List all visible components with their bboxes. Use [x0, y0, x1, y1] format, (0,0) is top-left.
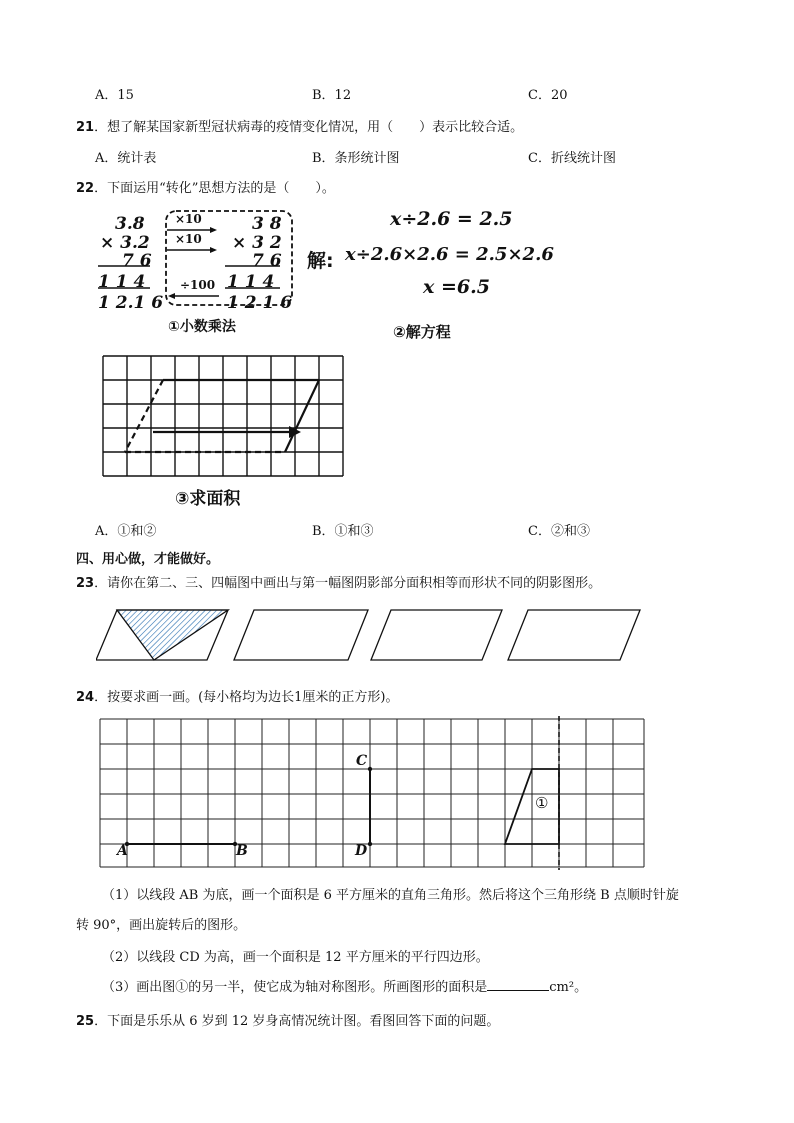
caption-decimal-multiplication: ①小数乘法 — [168, 319, 236, 335]
question-number: 22 — [76, 181, 95, 196]
label-d: D — [355, 843, 368, 859]
answer-blank[interactable] — [487, 978, 549, 991]
arrow-label-div100: ÷100 — [180, 278, 216, 292]
point-c — [368, 767, 372, 771]
decimal-right-row-2: × 3 2 — [232, 233, 282, 253]
q22-option-c[interactable]: C．②和③ — [528, 524, 590, 539]
equation-line-3: x =6.5 — [423, 276, 490, 298]
q24-item-3-unit: cm²。 — [549, 980, 588, 995]
shaded-triangle — [117, 610, 228, 660]
q22-option-a[interactable]: A．①和② — [95, 524, 157, 539]
caption-equation: ②解方程 — [393, 323, 451, 341]
question-22 — [76, 177, 335, 196]
question-21 — [76, 116, 523, 135]
question-text: ．按要求画一画。(每小格均为边长1厘米的正方形)。 — [94, 690, 399, 705]
question-text: ．下面是乐乐从 6 岁到 12 岁身高情况统计图。看图回答下面的问题。 — [94, 1014, 500, 1029]
parallelogram-3[interactable] — [371, 610, 502, 660]
q24-item-3 — [102, 976, 587, 995]
decimal-right-row-5: 1 2 1 6 — [227, 293, 293, 313]
q20-option-c[interactable]: C．20 — [528, 88, 568, 103]
equation-solve-label: 解: — [307, 250, 334, 272]
parallelogram-4[interactable] — [508, 610, 640, 660]
parallelogram-2[interactable] — [234, 610, 368, 660]
section-heading: 四、用心做，才能做好。 — [76, 552, 220, 567]
question-number: 24 — [76, 690, 95, 705]
decimal-right-row-3: 7 6 — [252, 251, 282, 271]
equation-line-2: x÷2.6×2.6 = 2.5×2.6 — [345, 244, 554, 265]
q24-item-1-line-2: 转 90°，画出旋转后的图形。 — [76, 918, 247, 933]
question-number: 23 — [76, 576, 95, 591]
question-number: 25 — [76, 1014, 95, 1029]
label-b: B — [236, 843, 248, 859]
q24-item-1-line-1: （1）以线段 AB 为底，画一个面积是 6 平方厘米的直角三角形。然后将这个三角形绕 B 点顺时针旋 — [102, 888, 679, 903]
q21-option-a[interactable]: A．统计表 — [95, 151, 157, 166]
point-d — [368, 842, 372, 846]
question-text: ．想了解某国家新型冠状病毒的疫情变化情况，用（ ）表示比较合适。 — [94, 120, 524, 135]
question-24 — [76, 686, 399, 705]
label-c: C — [356, 753, 368, 769]
q23-parallelograms — [96, 606, 656, 666]
question-23 — [76, 572, 601, 591]
area-grid — [95, 350, 355, 480]
q20-option-a[interactable]: A．15 — [95, 88, 134, 103]
figure-equation — [305, 208, 554, 343]
arrow-label-times10-b: ×10 — [175, 232, 202, 246]
decimal-left-row-5: 1 2.1 6 — [98, 293, 164, 313]
label-a: A — [117, 843, 128, 859]
caption-area: ③求面积 — [175, 489, 241, 509]
figure-decimal-multiplication — [95, 208, 305, 343]
q24-item-3-text: （3）画出图①的另一半，使它成为轴对称图形。所画图形的面积是 — [102, 980, 488, 995]
decimal-left-row-3: 7 6 — [122, 251, 152, 271]
arrow-label-times10-a: ×10 — [175, 212, 202, 226]
decimal-left-row-1: 3.8 — [115, 214, 145, 234]
question-text: ．下面运用“转化”思想方法的是（ ）。 — [94, 181, 335, 196]
q21-option-c[interactable]: C．折线统计图 — [528, 151, 616, 166]
q24-item-2: （2）以线段 CD 为高，画一个面积是 12 平方厘米的平行四边形。 — [102, 950, 489, 965]
question-number: 21 — [76, 120, 95, 135]
question-25 — [76, 1010, 499, 1029]
label-figure-1: ① — [535, 794, 549, 812]
question-text: ．请你在第二、三、四幅图中画出与第一幅图阴影部分面积相等而形状不同的阴影图形。 — [94, 576, 602, 591]
figure-area — [95, 350, 355, 510]
equation-line-1: x÷2.6 = 2.5 — [390, 208, 513, 230]
q24-grid[interactable] — [95, 714, 655, 872]
decimal-right-row-4: 1 1 4 — [227, 272, 275, 292]
q20-option-b[interactable]: B．12 — [312, 88, 352, 103]
decimal-left-row-4: 1 1 4 — [98, 272, 146, 292]
q22-option-b[interactable]: B．①和③ — [312, 524, 374, 539]
decimal-left-row-2: × 3.2 — [100, 233, 150, 253]
q21-option-b[interactable]: B．条形统计图 — [312, 151, 400, 166]
decimal-right-row-1: 3 8 — [252, 214, 282, 234]
